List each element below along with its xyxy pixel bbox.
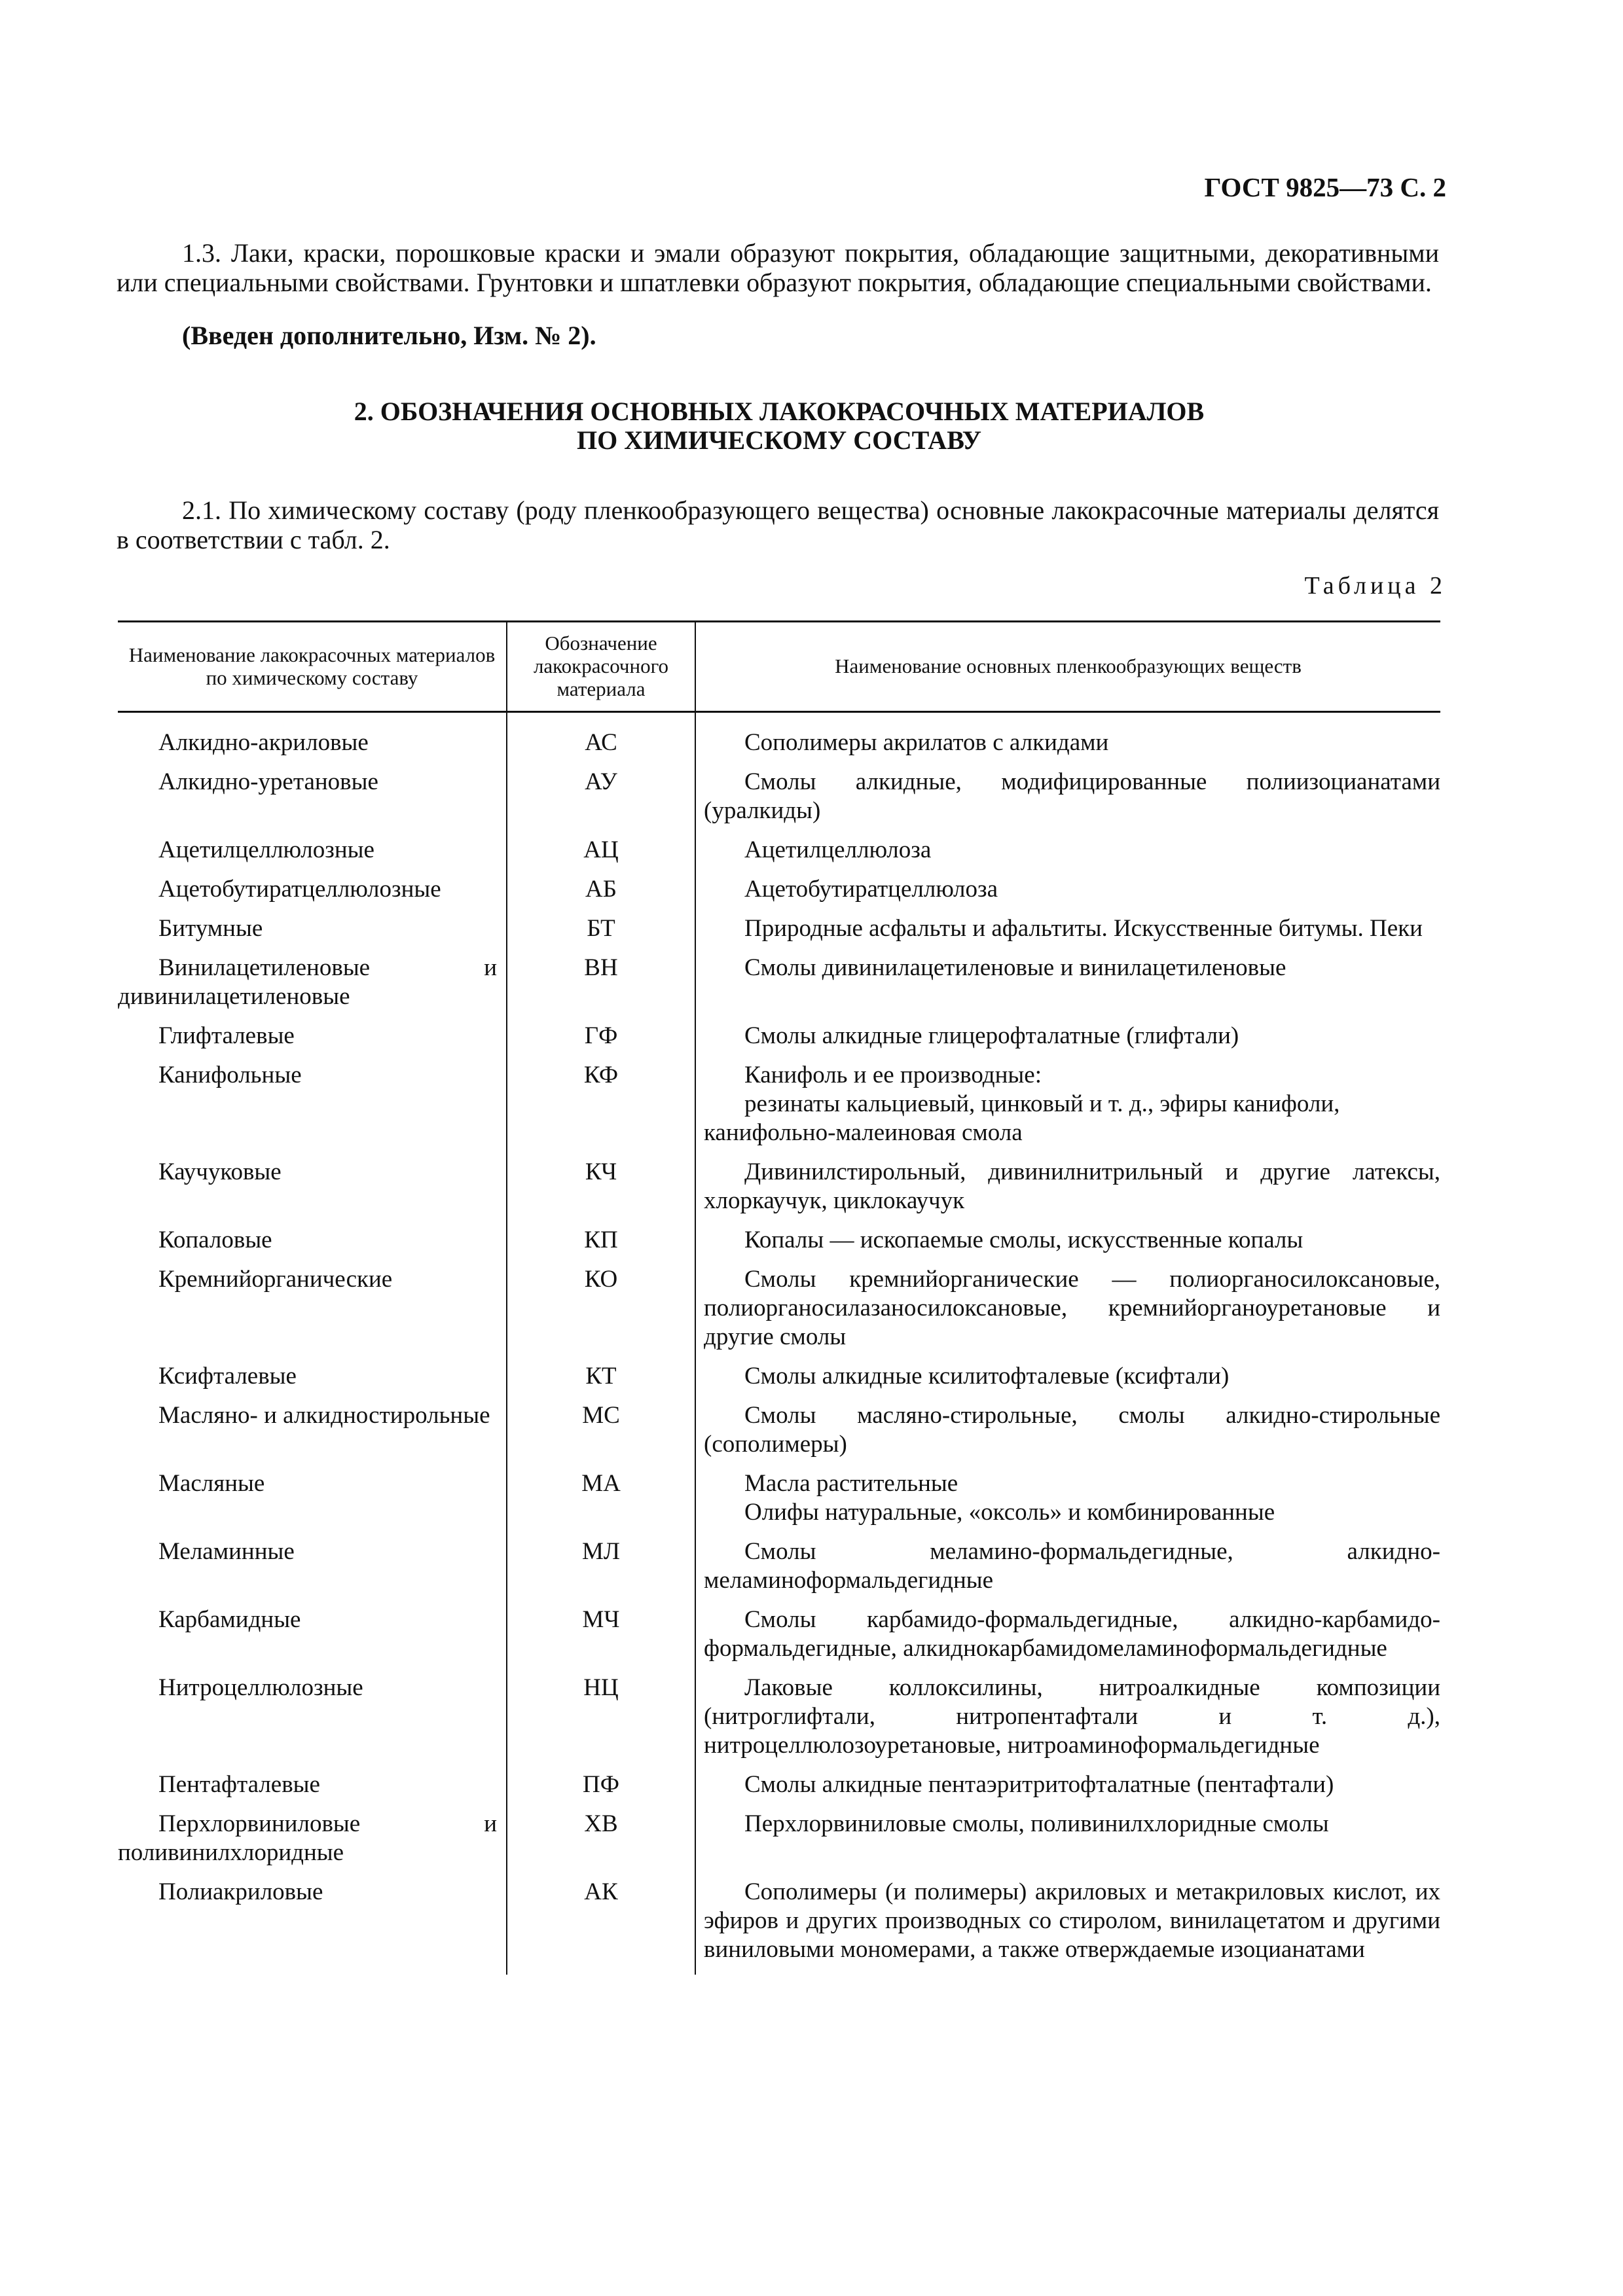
material-name: Винилацетиленовые и дивинилацетиленовые	[118, 954, 497, 1010]
film-forming-substances-text: Ацетобутиратцеллюлоза	[744, 876, 998, 903]
material-name: Ацетобутиратцеллюлозные	[158, 876, 441, 903]
table-row	[118, 1537, 1440, 1605]
film-forming-substances-text: Смолы алкидные пентаэритритофталатные (пентафтали)	[744, 1771, 1334, 1798]
material-code: МА	[507, 1469, 695, 1537]
film-forming-substances-cell	[695, 712, 1440, 768]
material-name-cell	[118, 1362, 507, 1401]
table-row	[118, 768, 1440, 836]
column-header-name: Наименование лакокрасочных материалов по химическому составу	[118, 622, 507, 712]
table-row	[118, 1158, 1440, 1226]
material-code: КТ	[507, 1362, 695, 1401]
material-code: КЧ	[507, 1158, 695, 1226]
material-code: МЧ	[507, 1605, 695, 1674]
material-name: Глифталевые	[158, 1022, 295, 1049]
section-title-line-1: 2. ОБОЗНАЧЕНИЯ ОСНОВНЫХ ЛАКОКРАСОЧНЫХ МАТЕРИАЛОВ	[354, 397, 1205, 426]
paragraph-1-3-text: 1.3. Лаки, краски, порошковые краски и эмали образуют покрытия, обладающие защитными, декоративными или специальными свойствами. Грунтовки и шпатлевки образуют покрытия, обладающие специальными свойствами.	[117, 238, 1439, 297]
film-forming-substances-text: Смолы карбамидо-формальдегидные, алкидно-карбамидо-формальдегидные, алкиднокарбамидомеламиноформальдегидные	[704, 1606, 1440, 1662]
materials-table-wrap	[118, 620, 1440, 1975]
film-forming-substances-cell	[695, 1810, 1440, 1878]
material-code: БТ	[507, 914, 695, 954]
film-forming-substances-text: Смолы масляно-стирольные, смолы алкидно-стирольные (сополимеры)	[704, 1402, 1440, 1458]
table-row	[118, 1401, 1440, 1469]
film-forming-substances-cell	[695, 1469, 1440, 1537]
table-row	[118, 875, 1440, 914]
material-name: Полиакриловые	[158, 1878, 323, 1905]
material-name: Карбамидные	[158, 1606, 301, 1633]
material-name-cell	[118, 768, 507, 836]
table-row	[118, 1605, 1440, 1674]
material-name-cell	[118, 1674, 507, 1770]
film-forming-substances-text: Олифы натуральные, «оксоль» и комбинированные	[744, 1499, 1275, 1526]
paragraph-2-1-text: 2.1. По химическому составу (роду пленкообразующего вещества) основные лакокрасочные материалы делятся в соответствии с табл. 2.	[117, 495, 1439, 554]
column-header-code: Обозначение лакокрасочного материала	[507, 622, 695, 712]
film-forming-substances-cell	[695, 1022, 1440, 1061]
material-name-cell	[118, 1061, 507, 1158]
material-code: ХВ	[507, 1810, 695, 1878]
material-name: Каучуковые	[158, 1158, 282, 1185]
film-forming-substances-cell	[695, 1674, 1440, 1770]
film-forming-substances-cell	[695, 1226, 1440, 1265]
material-code: АБ	[507, 875, 695, 914]
film-forming-substances-cell	[695, 1158, 1440, 1226]
film-forming-substances-cell	[695, 768, 1440, 836]
materials-table	[118, 620, 1440, 1975]
table-row	[118, 1674, 1440, 1770]
material-name: Ацетилцеллюлозные	[158, 836, 374, 863]
material-code: НЦ	[507, 1674, 695, 1770]
film-forming-substances-cell	[695, 875, 1440, 914]
paragraph-1-3	[117, 238, 1439, 297]
table-row	[118, 954, 1440, 1022]
film-forming-substances-cell	[695, 1878, 1440, 1975]
material-name-cell	[118, 1401, 507, 1469]
material-name: Копаловые	[158, 1227, 272, 1253]
film-forming-substances-text: Смолы кремнийорганические — полиорганосилоксановые, полиорганосилазаносилоксановые, кремнийорганоуретановые и другие смолы	[704, 1266, 1440, 1350]
material-name: Масляные	[158, 1470, 265, 1497]
material-name: Канифольные	[158, 1062, 302, 1088]
film-forming-substances-text: резинаты кальциевый, цинковый и т. д., эфиры канифоли, канифольно-малеиновая смола	[704, 1090, 1340, 1146]
film-forming-substances-text: Смолы алкидные, модифицированные полиизоцианатами (уралкиды)	[704, 768, 1440, 824]
material-code: АК	[507, 1878, 695, 1975]
material-name-cell	[118, 1878, 507, 1975]
film-forming-substances-text: Смолы дивинилацетиленовые и винилацетиленовые	[744, 954, 1286, 981]
material-name-cell	[118, 875, 507, 914]
film-forming-substances-cell	[695, 954, 1440, 1022]
material-code: ПФ	[507, 1770, 695, 1810]
table-row	[118, 1810, 1440, 1878]
material-code: ВН	[507, 954, 695, 1022]
film-forming-substances-text: Масла растительные	[744, 1470, 958, 1497]
table-row	[118, 1469, 1440, 1537]
material-code: АУ	[507, 768, 695, 836]
material-name-cell	[118, 1770, 507, 1810]
film-forming-substances-text: Природные асфальты и афальтиты. Искусственные битумы. Пеки	[744, 915, 1423, 942]
film-forming-substances-text: Смолы алкидные глицерофталатные (глифтали)	[744, 1022, 1239, 1049]
material-code: АЦ	[507, 836, 695, 875]
table-row	[118, 1265, 1440, 1362]
material-name: Нитроцеллюлозные	[158, 1674, 363, 1701]
material-name: Битумные	[158, 915, 263, 942]
film-forming-substances-text: Копалы — ископаемые смолы, искусственные копалы	[744, 1227, 1304, 1253]
material-name-cell	[118, 1537, 507, 1605]
film-forming-substances-text: Сополимеры (и полимеры) акриловых и метакриловых кислот, их эфиров и других производных со стиролом, винилацетатом и другими виниловыми мономерами, а также отверждаемые изоцианатами	[704, 1878, 1440, 1963]
section-2-title	[118, 397, 1440, 455]
film-forming-substances-text: Канифоль и ее производные:	[744, 1062, 1042, 1088]
material-name-cell	[118, 1158, 507, 1226]
material-name-cell	[118, 1605, 507, 1674]
film-forming-substances-text: Смолы меламино-формальдегидные, алкидно-меламиноформальдегидные	[704, 1538, 1440, 1594]
paragraph-2-1	[117, 495, 1439, 554]
material-name-cell	[118, 1022, 507, 1061]
film-forming-substances-text: Ацетилцеллюлоза	[744, 836, 932, 863]
table-row	[118, 1878, 1440, 1975]
page-header: ГОСТ 9825—73 С. 2	[1204, 172, 1446, 202]
material-name-cell	[118, 712, 507, 768]
amendment-note: (Введен дополнительно, Изм. № 2).	[182, 321, 596, 350]
table-header	[118, 622, 1440, 712]
material-name-cell	[118, 836, 507, 875]
film-forming-substances-cell	[695, 1401, 1440, 1469]
material-name: Кремнийорганические	[158, 1266, 393, 1293]
film-forming-substances-text: Сополимеры акрилатов с алкидами	[744, 729, 1109, 756]
film-forming-substances-text: Дивинилстирольный, дивинилнитрильный и другие латексы, хлоркаучук, циклокаучук	[704, 1158, 1440, 1214]
material-name-cell	[118, 1810, 507, 1878]
film-forming-substances-cell	[695, 1770, 1440, 1810]
film-forming-substances-cell	[695, 1265, 1440, 1362]
table-caption: Таблица 2	[1304, 572, 1446, 600]
film-forming-substances-cell	[695, 914, 1440, 954]
material-name-cell	[118, 1469, 507, 1537]
table-row	[118, 712, 1440, 768]
material-name: Алкидно-акриловые	[158, 729, 369, 756]
material-code: МС	[507, 1401, 695, 1469]
film-forming-substances-cell	[695, 836, 1440, 875]
material-code: КФ	[507, 1061, 695, 1158]
table-row	[118, 1770, 1440, 1810]
material-name: Меламинные	[158, 1538, 295, 1565]
table-row	[118, 1022, 1440, 1061]
film-forming-substances-cell	[695, 1537, 1440, 1605]
material-name: Масляно- и алкидностирольные	[158, 1402, 490, 1429]
material-name: Алкидно-уретановые	[158, 768, 378, 795]
film-forming-substances-text: Смолы алкидные ксилитофталевые (ксифтали)	[744, 1363, 1230, 1390]
material-name-cell	[118, 914, 507, 954]
material-code: КП	[507, 1226, 695, 1265]
material-name: Пентафталевые	[158, 1771, 320, 1798]
material-name: Ксифталевые	[158, 1363, 297, 1390]
table-row	[118, 836, 1440, 875]
table-row	[118, 1362, 1440, 1401]
film-forming-substances-cell	[695, 1362, 1440, 1401]
table-row	[118, 914, 1440, 954]
film-forming-substances-text: Перхлорвиниловые смолы, поливинилхлоридные смолы	[744, 1810, 1329, 1837]
material-name: Перхлорвиниловые и поливинилхлоридные	[118, 1810, 497, 1866]
material-name-cell	[118, 1265, 507, 1362]
film-forming-substances-text: Лаковые коллоксилины, нитроалкидные композиции (нитроглифтали, нитропентафтали и т. д.), нитроцеллюлозоуретановые, нитроаминоформальдегидные	[704, 1674, 1440, 1759]
column-header-substances: Наименование основных пленкообразующих веществ	[695, 622, 1440, 712]
table-row	[118, 1061, 1440, 1158]
film-forming-substances-cell	[695, 1605, 1440, 1674]
material-name-cell	[118, 954, 507, 1022]
material-code: ГФ	[507, 1022, 695, 1061]
table-body	[118, 712, 1440, 1975]
section-title-line-2: ПО ХИМИЧЕСКОМУ СОСТАВУ	[577, 425, 981, 455]
material-code: АС	[507, 712, 695, 768]
material-code: МЛ	[507, 1537, 695, 1605]
table-row	[118, 1226, 1440, 1265]
material-name-cell	[118, 1226, 507, 1265]
film-forming-substances-cell	[695, 1061, 1440, 1158]
material-code: КО	[507, 1265, 695, 1362]
